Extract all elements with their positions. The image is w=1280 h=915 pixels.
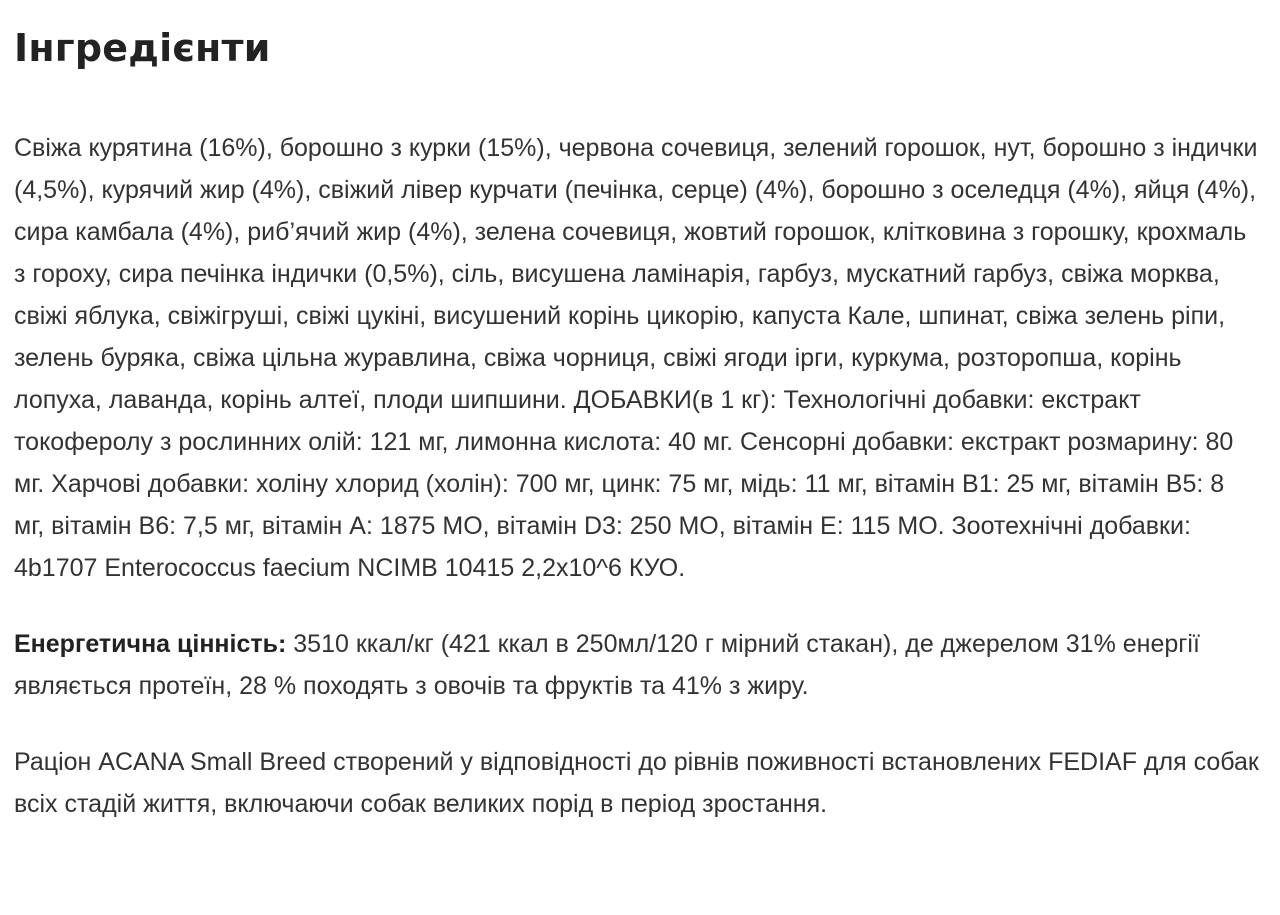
ingredients-text: Свіжа курятина (16%), борошно з курки (15%), червона сочевиця, зелений горошок, нут, борошно з індички (4,5%), курячий жир (4%), свіжий лівер курчати (печінка, серце) (4%), борошно з оселедця (4%), яйця (4%), сира камбала (4%), риб’ячий жир (4%), зелена сочевиця, жовтий горошок, клітковина з горошку, крохмаль з гороху, сира печінка індички (0,5%), сіль, висушена ламінарія, гарбуз, мускатний гарбуз, свіжа морква, свіжі яблука, свіжігруші, свіжі цукіні, висушений корінь цикорію, капуста Кале, шпинат, свіжа зелень ріпи, зелень буряка, свіжа цільна журавлина, свіжа чорниця, свіжі ягоди ірги, куркума, розторопша, корінь лопуха, лаванда, корінь алтеї, плоди шипшини. ДОБАВКИ(в 1 кг): Технологічні добавки: екстракт токоферолу з рослинних олій: 121 мг, лимонна кислота: 40 мг. Сенсорні добавки: екстракт розмарину: 80 мг. Харчові добавки: холіну хлорид (холін): 700 мг, цинк: 75 мг, мідь: 11 мг, вітамін B1: 25 мг, вітамін B5: 8 мг, вітамін B6: 7,5 мг, вітамін A: 1875 МО, вітамін D3: 250 МО, вітамін E: 115 МО. Зоотехнічні добавки: 4b1707 Enterococcus faecium NCIMB 10415 2,2x10^6 КУО.	[14, 134, 1258, 582]
ration-compliance-text: Раціон ACANA Small Breed створений у відповідності до рівнів поживності встановлених FEDIAF для собак всіх стадій життя, включаючи собак великих порід в період зростання.	[14, 748, 1259, 818]
section-title: Інгредієнти	[14, 26, 271, 70]
energy-value-paragraph	[14, 623, 1260, 707]
energy-label: Енергетична цінність:	[14, 630, 287, 658]
energy-text: 3510 ккал/кг (421 ккал в 250мл/120 г мірний стакан), де джерелом 31% енергії являється протеїн, 28 % походять з овочів та фруктів та 41% з жиру.	[14, 630, 1200, 700]
